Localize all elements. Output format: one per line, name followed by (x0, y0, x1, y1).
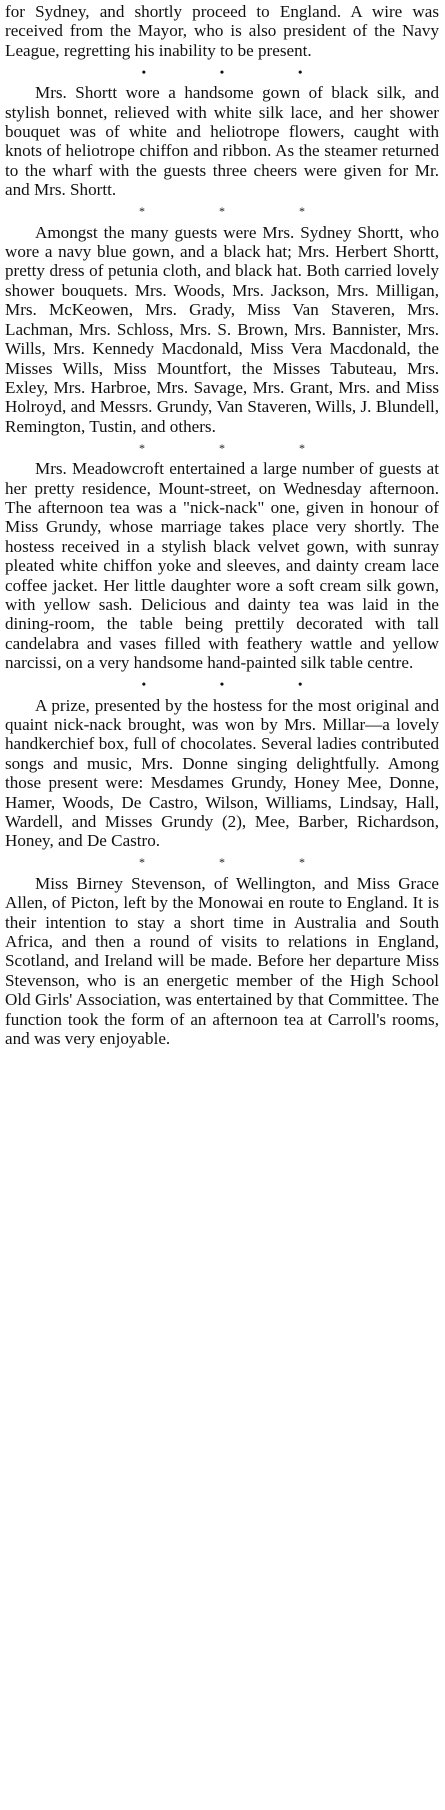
article-paragraph: Amongst the many guests were Mrs. Sydney Shortt, who wore a navy blue gown, and a black hat; Mrs. Herbert Shortt, pretty dress of petunia cloth, and black hat. Both carried lovely shower bouquets. Mrs. Woods, Mrs. Jackson, Mrs. Milligan, Mrs. McKeowen, Mrs. Grady, Miss Van Staveren, Mrs. Lachman, Mrs. Schloss, Mrs. S. Brown, Mrs. Bannister, Mrs. Wills, Mrs. Kennedy Macdonald, Miss Vera Macdonald, the Misses Wills, Miss Mountfort, the Misses Tabuteau, Mrs. Exley, Mrs. Harbroe, Mrs. Savage, Mrs. Grant, Mrs. and Miss Holroyd, and Messrs. Grundy, Van Staveren, Wills, J. Blundell, Remington, Tustin, and others. (5, 222, 439, 436)
divider-mark: * (139, 440, 145, 455)
article-paragraph: A prize, presented by the hostess for the most original and quaint nick-nack brought, was won by Mrs. Millar—a lovely handkerchief box, full of chocolates. Several ladies contributed songs and music, Mrs. Donne singing delightfully. Among those present were: Mesdames Grundy, Honey Mee, Donne, Hamer, Woods, De Castro, Wilson, Williams, Lindsay, Hall, Wardell, and Misses Grundy (2), Mee, Barber, Richardson, Honey, and De Castro. (5, 695, 439, 851)
article-paragraph: Mrs. Meadowcroft entertained a large number of guests at her pretty residence, Mount-street, on Wednesday afternoon. The afternoon tea was a "nick-nack" one, given in honour of Miss Grundy, whose marriage takes place very shortly. The hostess received in a stylish black velvet gown, with sunray pleated white chiffon yoke and sleeves, and dainty cream lace coffee jacket. Her little daughter wore a soft cream silk gown, with yellow sash. Delicious and dainty tea was laid in the dining-room, the table being prettily decorated with tall candelabra and vases filled with feathery wattle and yellow narcissi, on a very handsome hand-painted silk table centre. (5, 459, 439, 673)
divider-mark: * (139, 855, 145, 870)
article-paragraph: for Sydney, and shortly proceed to England. A wire was received from the Mayor, who is also president of the Navy League, regretting his inability to be present. (5, 2, 439, 60)
article-paragraph: Mrs. Shortt wore a handsome gown of black silk, and stylish bonnet, relieved with white silk lace, and her shower bouquet was of white and heliotrope flowers, caught with knots of heliotrope chiffon and ribbon. As the steamer returned to the wharf with the guests three cheers were given for Mr. and Mrs. Shortt. (5, 83, 439, 200)
divider-mark: * (139, 204, 145, 219)
section-divider (5, 673, 439, 696)
divider-mark: * (299, 440, 305, 455)
divider-mark: * (219, 440, 225, 455)
divider-mark: * (219, 855, 225, 870)
section-divider (5, 200, 439, 223)
section-divider (5, 436, 439, 459)
divider-mark: • (141, 64, 146, 79)
divider-mark: • (298, 64, 303, 79)
divider-mark: • (298, 677, 303, 692)
divider-mark: * (219, 204, 225, 219)
divider-mark: • (141, 677, 146, 692)
divider-mark: • (219, 64, 225, 79)
divider-mark: * (299, 204, 305, 219)
divider-mark: * (299, 855, 305, 870)
divider-mark: • (219, 677, 225, 692)
section-divider (5, 851, 439, 874)
section-divider (5, 60, 439, 83)
article-paragraph: Miss Birney Stevenson, of Wellington, and Miss Grace Allen, of Picton, left by the Monowai en route to England. It is their intention to stay a short time in Australia and South Africa, and then a round of visits to relations in England, Scotland, and Ireland will be made. Before her departure Miss Stevenson, who is an energetic member of the High School Old Girls' Association, was entertained by that Committee. The function took the form of an afternoon tea at Carroll's rooms, and was very enjoyable. (5, 873, 439, 1049)
